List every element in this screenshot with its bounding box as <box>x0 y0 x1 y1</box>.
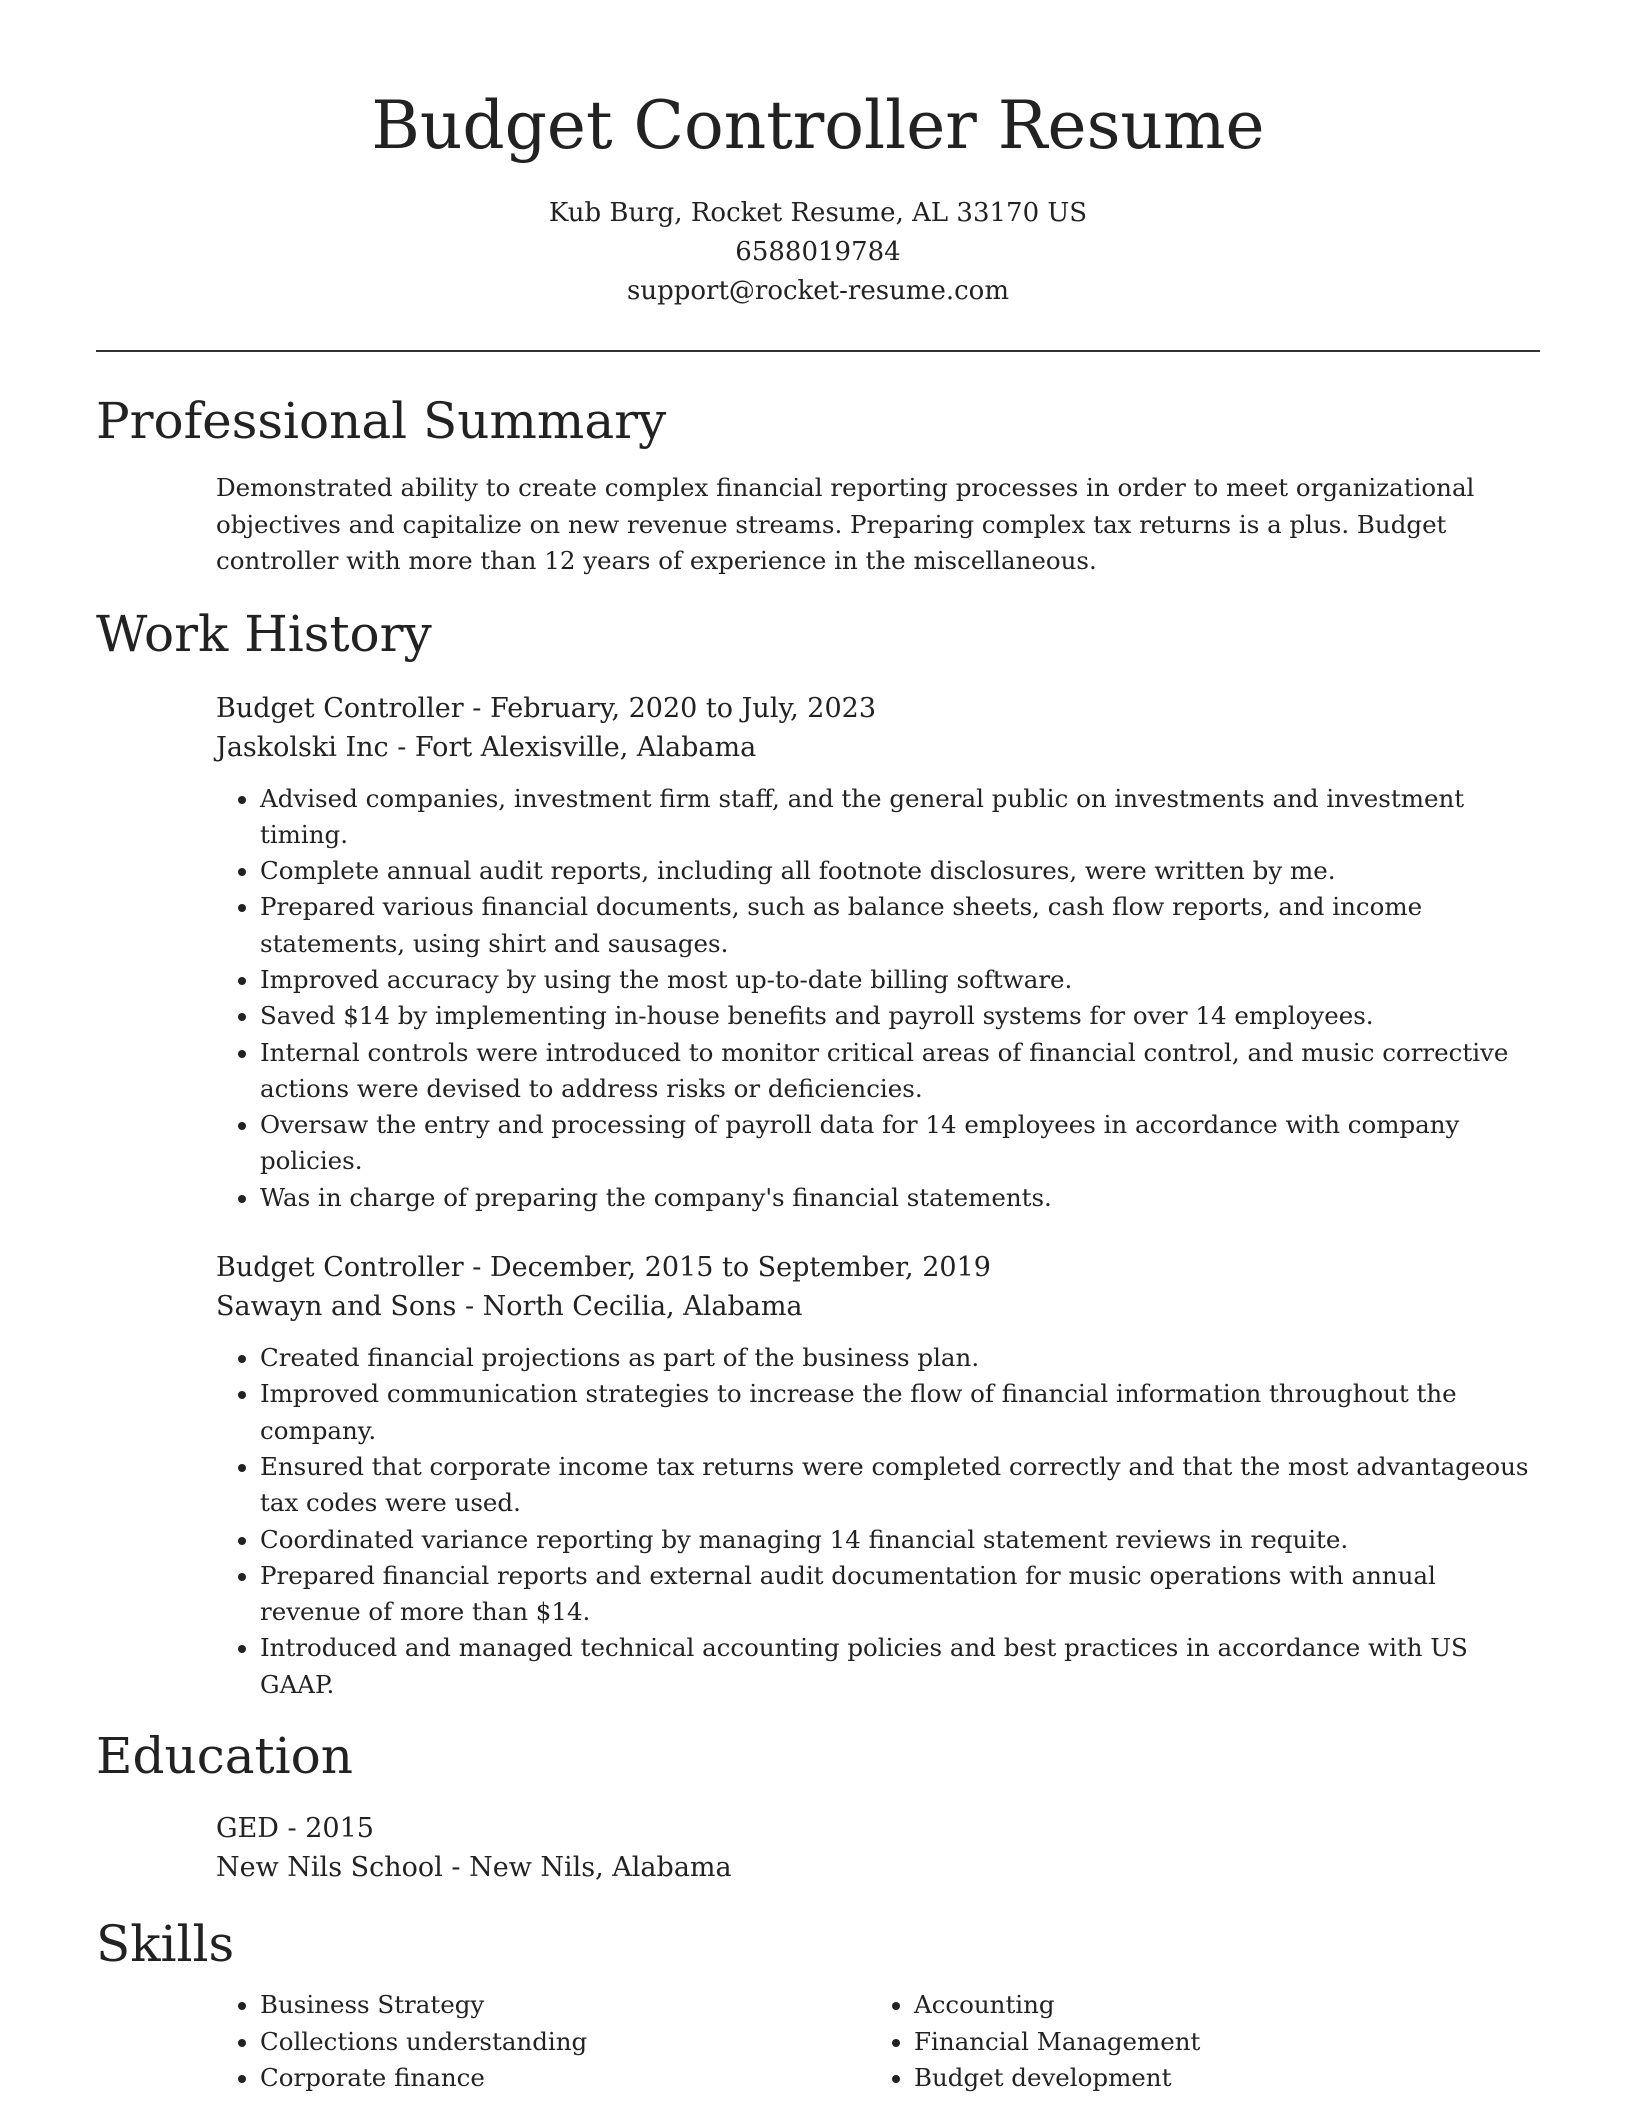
education-location: - New Nils, Alabama <box>442 1852 732 1884</box>
education-degree-line <box>216 1809 1540 1848</box>
job-title-line <box>216 689 1540 728</box>
contact-email: support@rocket-resume.com <box>626 276 1009 306</box>
job-employer: Sawayn and Sons <box>216 1291 457 1323</box>
contact-address: Kub Burg, Rocket Resume, AL 33170 US <box>548 198 1088 228</box>
job-title: Budget Controller <box>216 692 464 724</box>
summary-heading: Professional Summary <box>96 392 667 450</box>
job-title-line <box>216 1248 1540 1287</box>
job-bullets <box>216 1340 1540 1703</box>
job-dates: - December, 2015 to September, 2019 <box>463 1252 991 1284</box>
job-bullet: • Advised companies, investment firm staff, and the general public on investments and investment timing. <box>260 781 1540 854</box>
job-bullet: • Was in charge of preparing the company's financial statements. <box>260 1180 1540 1216</box>
skill-item: • Business Strategy <box>260 1987 870 2024</box>
job-title: Budget Controller <box>216 1252 464 1284</box>
skills-heading: Skills <box>96 1915 235 1974</box>
resume-page <box>96 0 1540 2097</box>
job-location: - Fort Alexisville, Alabama <box>388 731 757 763</box>
education-heading: Education <box>96 1727 353 1786</box>
job-bullet: • Oversaw the entry and processing of payroll data for 14 employees in accordance with company policies. <box>260 1107 1540 1180</box>
education-entry <box>216 1809 1540 1887</box>
job-bullet: • Introduced and managed technical accounting policies and best practices in accordance with US GAAP. <box>260 1630 1540 1703</box>
job-bullet: • Internal controls were introduced to monitor critical areas of financial control, and music corrective actions were devised to address risks or deficiencies. <box>260 1035 1540 1108</box>
skills-column-right <box>870 1987 1514 2097</box>
job-bullet: • Created financial projections as part of the business plan. <box>260 1340 1540 1376</box>
skills-list <box>216 1987 1540 2097</box>
job-entry <box>216 689 1540 1217</box>
job-bullet: • Prepared various financial documents, such as balance sheets, cash flow reports, and income statements, using shirt and sausages. <box>260 889 1540 962</box>
skill-item: • Accounting <box>914 1987 1514 2024</box>
job-entry <box>216 1248 1540 1703</box>
job-bullet: • Improved accuracy by using the most up-to-date billing software. <box>260 962 1540 998</box>
job-dates: - February, 2020 to July, 2023 <box>463 692 877 724</box>
job-employer-line <box>216 1287 1540 1326</box>
job-bullet: • Coordinated variance reporting by managing 14 financial statement reviews in requite. <box>260 1522 1540 1558</box>
skill-item: • Corporate finance <box>260 2060 870 2097</box>
job-bullet: • Improved communication strategies to increase the flow of financial information throughout the company. <box>260 1376 1540 1449</box>
education-school: New Nils School <box>216 1852 443 1884</box>
job-employer-line <box>216 728 1540 767</box>
work-history-heading: Work History <box>96 604 432 663</box>
summary-text: Demonstrated ability to create complex financial reporting processes in order to meet organizational objectives and capitalize on new revenue streams. Preparing complex tax returns is a plus. Budget controller with more than 12 years of experience in the miscellaneous. <box>216 473 1475 575</box>
job-employer: Jaskolski Inc <box>216 731 389 763</box>
skill-item: • Budget development <box>914 2060 1514 2097</box>
header-divider <box>96 350 1540 352</box>
resume-title: Budget Controller Resume <box>371 87 1265 164</box>
contact-phone: 6588019784 <box>735 237 901 267</box>
education-degree: GED <box>216 1813 279 1845</box>
skill-item: • Collections understanding <box>260 2024 870 2061</box>
skills-column-left <box>216 1987 870 2097</box>
contact-block <box>96 194 1540 311</box>
education-school-line <box>216 1848 1540 1887</box>
skill-item: • Financial Management <box>914 2024 1514 2061</box>
job-bullet: • Prepared financial reports and external audit documentation for music operations with annual revenue of more than $14. <box>260 1558 1540 1631</box>
job-bullet: • Ensured that corporate income tax returns were completed correctly and that the most advantageous tax codes were used. <box>260 1449 1540 1522</box>
job-bullets <box>216 781 1540 1217</box>
job-bullet: • Complete annual audit reports, including all footnote disclosures, were written by me. <box>260 853 1540 889</box>
job-location: - North Cecilia, Alabama <box>456 1291 803 1323</box>
education-year: - 2015 <box>278 1813 374 1845</box>
job-bullet: • Saved $14 by implementing in-house benefits and payroll systems for over 14 employees. <box>260 998 1540 1034</box>
